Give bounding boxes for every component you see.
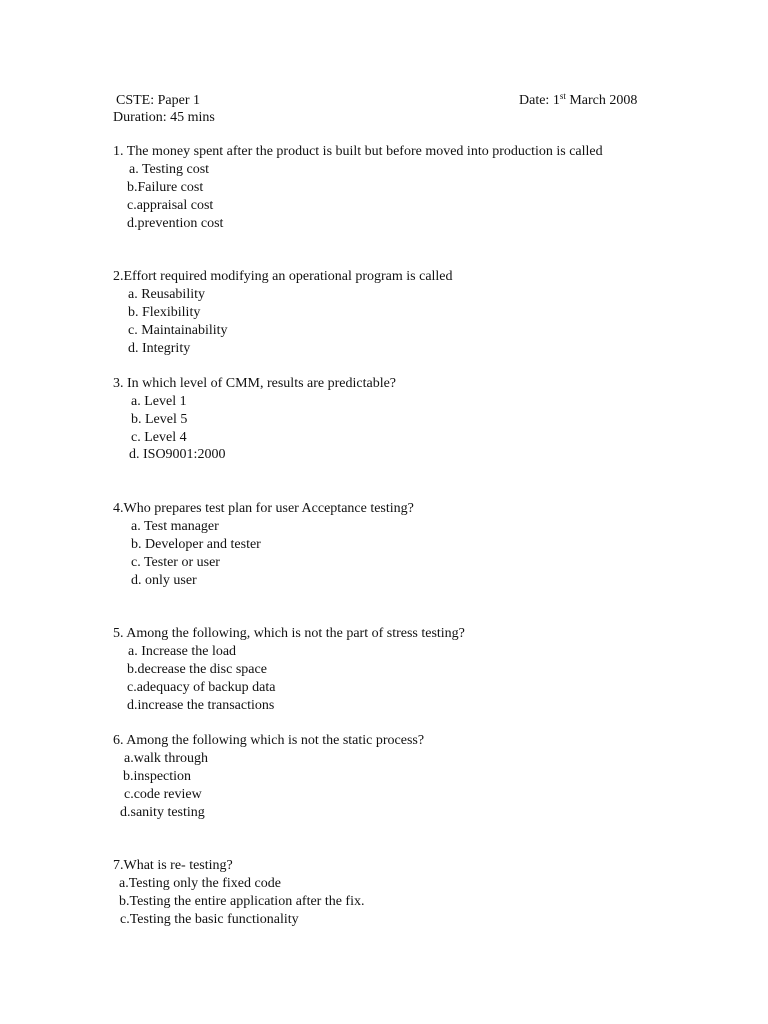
q7-option-b: b.Testing the entire application after the fix.: [119, 894, 365, 909]
q7-option-c: c.Testing the basic functionality: [120, 912, 299, 927]
date-suffix: March 2008: [565, 93, 638, 108]
q5-option-b: b.decrease the disc space: [127, 662, 267, 677]
q4-option-a: a. Test manager: [131, 519, 219, 534]
q2-option-b: b. Flexibility: [128, 305, 201, 320]
q6-option-c: c.code review: [124, 787, 202, 802]
q4-option-d: d. only user: [131, 573, 197, 588]
q1-option-a: a. Testing cost: [129, 162, 210, 177]
exam-duration: Duration: 45 mins: [113, 110, 215, 125]
question-2-text: 2.Effort required modifying an operational program is called: [113, 269, 453, 284]
question-6-text: 6. Among the following which is not the static process?: [113, 733, 425, 748]
q6-option-b: b.inspection: [123, 769, 192, 784]
paper-title: CSTE: Paper 1: [116, 93, 200, 108]
q6-option-a: a.walk through: [124, 751, 208, 766]
question-3-text: 3. In which level of CMM, results are predictable?: [113, 376, 397, 391]
q1-option-d: d.prevention cost: [127, 216, 224, 231]
q6-option-d: d.sanity testing: [120, 805, 205, 820]
date-prefix: Date: 1: [519, 93, 560, 108]
q7-option-a: a.Testing only the fixed code: [119, 876, 281, 891]
q1-option-b: b.Failure cost: [127, 180, 204, 195]
q4-option-c: c. Tester or user: [131, 555, 220, 570]
q5-option-a: a. Increase the load: [128, 644, 237, 659]
q2-option-c: c. Maintainability: [128, 323, 228, 338]
question-4-text: 4.Who prepares test plan for user Acceptance testing?: [113, 501, 414, 516]
q3-option-a: a. Level 1: [131, 394, 187, 409]
exam-date: [519, 92, 637, 110]
q3-option-b: b. Level 5: [131, 412, 188, 427]
q2-option-a: a. Reusability: [128, 287, 205, 302]
q3-option-d: d. ISO9001:2000: [129, 447, 226, 462]
question-7-text: 7.What is re- testing?: [113, 858, 233, 873]
q5-option-d: d.increase the transactions: [127, 698, 275, 713]
q1-option-c: c.appraisal cost: [127, 198, 214, 213]
q3-option-c: c. Level 4: [131, 430, 187, 445]
date-ordinal: st: [559, 91, 566, 101]
question-1-text: 1. The money spent after the product is built but before moved into production is called: [113, 144, 603, 159]
q4-option-b: b. Developer and tester: [131, 537, 261, 552]
q2-option-d: d. Integrity: [128, 341, 191, 356]
q5-option-c: c.adequacy of backup data: [127, 680, 276, 695]
question-5-text: 5. Among the following, which is not the part of stress testing?: [113, 626, 465, 641]
